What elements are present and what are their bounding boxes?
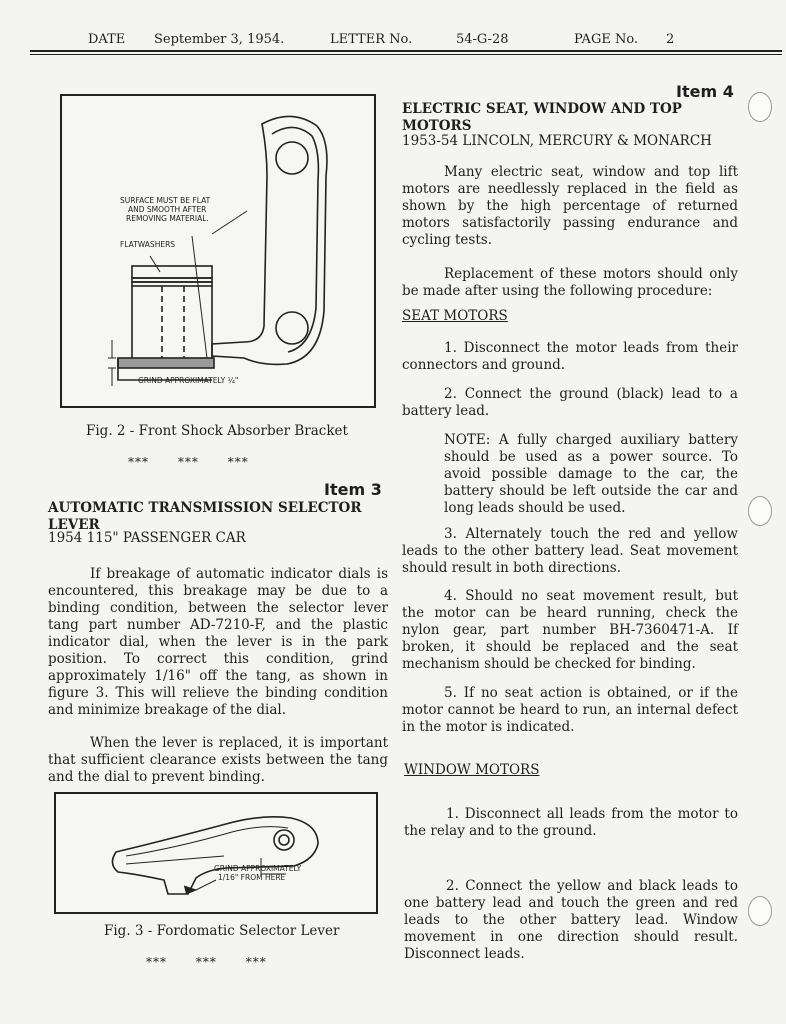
seat-step-2	[402, 386, 738, 420]
item-3-tag: Item 3	[324, 480, 382, 499]
item-3-title-line: AUTOMATIC TRANSMISSION SELECTOR	[48, 500, 362, 516]
item-3-title-line: LEVER	[48, 517, 100, 533]
item-4-title	[402, 101, 742, 135]
step-text: 1. Disconnect the motor leads from their connectors and ground.	[402, 340, 738, 373]
item-3-paragraph: When the lever is replaced, it is important that sufficient clearance exists between the tang and the dial to prevent binding.	[48, 735, 388, 785]
grind-label-line: 1/16" FROM HERE	[218, 873, 286, 882]
figure-2-box	[60, 94, 376, 408]
item-3-paragraph: If breakage of automatic indicator dials is encountered, this breakage may be due to a binding condition, between the selector lever tang part number AD-7210-F, and the plastic indicator dial, when the lever is in the park position. To correct this condition, grind approximately 1/16" off the tang, as shown in figure 3. This will relieve the binding condition and minimize breakage of the dial.	[48, 566, 388, 718]
item-4-paragraph: Many electric seat, window and top lift motors are needlessly replaced in the field as shown by the high percentage of returned motors satisfactorily passing endurance and cycling tests.	[402, 164, 738, 248]
step-text: 1. Disconnect all leads from the motor to the relay and to the ground.	[404, 806, 738, 839]
letter-value: 54-G-28	[456, 32, 509, 47]
seat-step-4	[402, 588, 738, 673]
page-label: PAGE No.	[574, 32, 639, 47]
grind-label-line: GRIND APPROXIMATELY	[214, 864, 302, 873]
header-rule-thin	[30, 54, 782, 55]
item-4-title-line: ELECTRIC SEAT, WINDOW AND TOP	[402, 101, 682, 117]
date-label: DATE	[88, 32, 126, 47]
grind-approx-label	[214, 864, 301, 882]
header-rule	[30, 50, 782, 52]
figure-3-box	[54, 792, 378, 914]
window-step-2	[404, 878, 738, 963]
step-text: 2. Connect the ground (black) lead to a battery lead.	[402, 386, 738, 419]
letter-label: LETTER No.	[330, 32, 413, 47]
shock-absorber-bracket-drawing	[62, 96, 374, 406]
page-header	[32, 30, 780, 50]
section-separator: *** *** ***	[128, 455, 249, 469]
step-text: 4. Should no seat movement result, but the motor can be heard running, check the nylon gear, part number BH-7360471-A. If broken, it should be replaced and the seat mechanism should be checked for binding.	[402, 588, 738, 672]
step-text: 3. Alternately touch the red and yellow leads to the other battery lead. Seat movement should result in both directions.	[402, 526, 738, 576]
figure-3-caption: Fig. 3 - Fordomatic Selector Lever	[104, 923, 340, 939]
surface-flat-label	[120, 196, 210, 223]
step-text: 5. If no seat action is obtained, or if the motor cannot be heard to run, an internal defect in the motor is indicated.	[402, 685, 738, 735]
step-text: 2. Connect the yellow and black leads to one battery lead and touch the green and red leads to the other battery lead. Window movement in one direction should result. Disconnect leads.	[404, 878, 738, 962]
surface-label-line: SURFACE MUST BE FLAT	[120, 196, 211, 205]
note-text: NOTE: A fully charged auxiliary battery should be used as a power source. To avoid possible damage to the car, the battery should be left outside the car and long leads should be used.	[444, 432, 738, 516]
grind-label: GRIND APPROXIMATELY ¼"	[138, 376, 239, 385]
item-3-body	[48, 566, 388, 786]
section-separator: *** *** ***	[146, 955, 267, 969]
item-4-intro	[402, 164, 738, 300]
date-value: September 3, 1954.	[154, 32, 285, 47]
window-step-1	[404, 806, 738, 840]
binder-hole	[748, 496, 772, 526]
selector-lever-drawing	[56, 794, 376, 912]
seat-step-3	[402, 526, 738, 577]
flatwashers-label: FLATWASHERS	[120, 240, 176, 249]
item-3-subtitle: 1954 115" PASSENGER CAR	[48, 530, 246, 546]
item-3-title	[48, 500, 388, 534]
seat-step-5	[402, 685, 738, 736]
item-4-title-line: MOTORS	[402, 118, 472, 134]
seat-step-1	[402, 340, 738, 374]
figure-2-caption: Fig. 2 - Front Shock Absorber Bracket	[86, 423, 348, 439]
binder-hole	[748, 896, 772, 926]
surface-label-line: REMOVING MATERIAL.	[126, 214, 209, 223]
item-4-subtitle: 1953-54 LINCOLN, MERCURY & MONARCH	[402, 133, 712, 149]
battery-note	[444, 432, 738, 517]
item-4-tag: Item 4	[676, 82, 734, 101]
seat-motors-heading: SEAT MOTORS	[402, 308, 508, 324]
surface-label-line: AND SMOOTH AFTER	[128, 205, 207, 214]
item-4-paragraph: Replacement of these motors should only be made after using the following procedure:	[402, 266, 738, 299]
binder-hole	[748, 92, 772, 122]
page-number: 2	[666, 32, 675, 47]
window-motors-heading: WINDOW MOTORS	[404, 762, 540, 778]
